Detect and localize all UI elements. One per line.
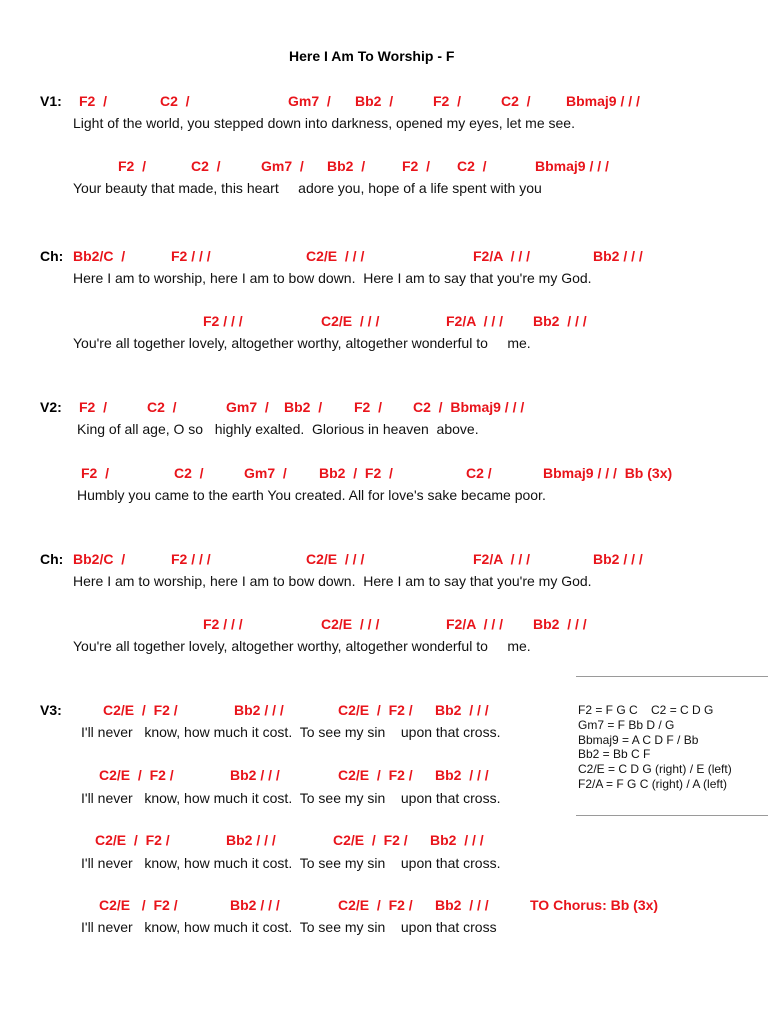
lyric-line: You're all together lovely, altogether worthy, altogether wonderful to me. xyxy=(73,335,531,351)
reference-top-rule xyxy=(576,676,768,677)
chord: C2/E / F2 / xyxy=(338,897,413,913)
chord: Bb2/C / xyxy=(73,551,126,567)
chord: Bb2 / / / xyxy=(533,313,587,329)
chord: F2 / xyxy=(79,399,108,415)
chord: Bb2 / / / xyxy=(593,248,643,264)
chord: C2/E / F2 / xyxy=(333,832,408,848)
chord: C2 / xyxy=(160,93,190,109)
chord: C2/E / F2 / xyxy=(99,897,178,913)
chord: C2 / xyxy=(147,399,177,415)
chord: C2 / xyxy=(466,465,492,481)
chord: Bb2 / / / xyxy=(593,551,643,567)
chord: C2/E / / / xyxy=(321,616,380,632)
chord-reference-line: Gm7 = F Bb D / G xyxy=(578,718,675,732)
chord: F2 / xyxy=(79,93,108,109)
chord: Bb2 / / / xyxy=(435,767,489,783)
lyric-line: Humbly you came to the earth You created. All for love's sake became poor. xyxy=(77,487,546,503)
chord: Bb2 / / / xyxy=(234,702,284,718)
chord: Bb2 / / / xyxy=(230,767,280,783)
section-label-v2: V2: xyxy=(40,399,62,415)
chord: Bb2 / / / xyxy=(226,832,276,848)
section-label-v3: V3: xyxy=(40,702,62,718)
lyric-line: I'll never know, how much it cost. To see my sin upon that cross xyxy=(81,919,497,935)
chord: C2/E / F2 / xyxy=(338,702,413,718)
chord: F2 / xyxy=(433,93,462,109)
chord: Gm7 / xyxy=(261,158,304,174)
chord: Gm7 / xyxy=(226,399,269,415)
chord: C2/E / F2 / xyxy=(95,832,170,848)
lyric-line: I'll never know, how much it cost. To see my sin upon that cross. xyxy=(81,724,501,740)
lyric-line: Here I am to worship, here I am to bow down. Here I am to say that you're my God. xyxy=(73,270,592,286)
chord: Bb2 / / / xyxy=(435,702,489,718)
chord: C2/E / / / xyxy=(306,551,365,567)
chord: Bb2 / / / xyxy=(435,897,489,913)
chord-reference-line: Bb2 = Bb C F xyxy=(578,747,651,761)
chord: Bb2 / / / xyxy=(533,616,587,632)
chord: C2/E / / / xyxy=(306,248,365,264)
chord-reference-line: F2 = F G C C2 = C D G xyxy=(578,703,714,717)
chord: F2 / xyxy=(354,399,383,415)
chord: Bb2 / xyxy=(284,399,323,415)
chord: F2/A / / / xyxy=(446,313,504,329)
chord: F2 / / / xyxy=(203,313,243,329)
reference-bottom-rule xyxy=(576,815,768,816)
chord: Bbmaj9 / / / xyxy=(566,93,640,109)
chord: C2 / Bbmaj9 / / / xyxy=(413,399,525,415)
chord: F2/A / / / xyxy=(473,248,531,264)
chord: C2 / xyxy=(174,465,204,481)
chord-reference-line: F2/A = F G C (right) / A (left) xyxy=(578,777,728,791)
chord: C2/E / / / xyxy=(321,313,380,329)
chord: F2 / / / xyxy=(171,248,211,264)
section-label-v1: V1: xyxy=(40,93,62,109)
chord: F2 / / / xyxy=(203,616,243,632)
to-chorus-instruction: TO Chorus: Bb (3x) xyxy=(530,897,659,913)
chord: C2/E / F2 / xyxy=(99,767,174,783)
chord: F2 / / / xyxy=(171,551,211,567)
chord: Bb2 / F2 / xyxy=(319,465,393,481)
chord: Gm7 / xyxy=(288,93,331,109)
chord: C2 / xyxy=(457,158,487,174)
song-title: Here I Am To Worship - F xyxy=(289,48,455,64)
lyric-line: I'll never know, how much it cost. To see my sin upon that cross. xyxy=(81,790,501,806)
chord: Bb2 / xyxy=(355,93,394,109)
chord: F2 / xyxy=(402,158,431,174)
chord: Bb2 / / / xyxy=(430,832,484,848)
lyric-line: I'll never know, how much it cost. To see my sin upon that cross. xyxy=(81,855,501,871)
lyric-line: King of all age, O so highly exalted. Glorious in heaven above. xyxy=(77,421,479,437)
chord: C2 / xyxy=(191,158,221,174)
lyric-line: Light of the world, you stepped down into darkness, opened my eyes, let me see. xyxy=(73,115,575,131)
chord-reference-line: Bbmaj9 = A C D F / Bb xyxy=(578,733,699,747)
chord: F2 / xyxy=(81,465,110,481)
chord: Bb2 / xyxy=(327,158,366,174)
chord: C2/E / F2 / xyxy=(103,702,178,718)
lyric-line: Here I am to worship, here I am to bow down. Here I am to say that you're my God. xyxy=(73,573,592,589)
chord: Gm7 / xyxy=(244,465,287,481)
chord: C2/E / F2 / xyxy=(338,767,413,783)
section-label-chorus: Ch: xyxy=(40,551,64,567)
chord-reference-line: C2/E = C D G (right) / E (left) xyxy=(578,762,732,776)
chord: Bbmaj9 / / / Bb (3x) xyxy=(543,465,673,481)
chord: F2 / xyxy=(118,158,147,174)
chord: F2/A / / / xyxy=(446,616,504,632)
lyric-line: You're all together lovely, altogether worthy, altogether wonderful to me. xyxy=(73,638,531,654)
chord: Bb2 / / / xyxy=(230,897,280,913)
lyric-line: Your beauty that made, this heart adore you, hope of a life spent with you xyxy=(73,180,542,196)
chord: F2/A / / / xyxy=(473,551,531,567)
chord: C2 / xyxy=(501,93,531,109)
section-label-chorus: Ch: xyxy=(40,248,64,264)
chord: Bb2/C / xyxy=(73,248,126,264)
chord: Bbmaj9 / / / xyxy=(535,158,609,174)
